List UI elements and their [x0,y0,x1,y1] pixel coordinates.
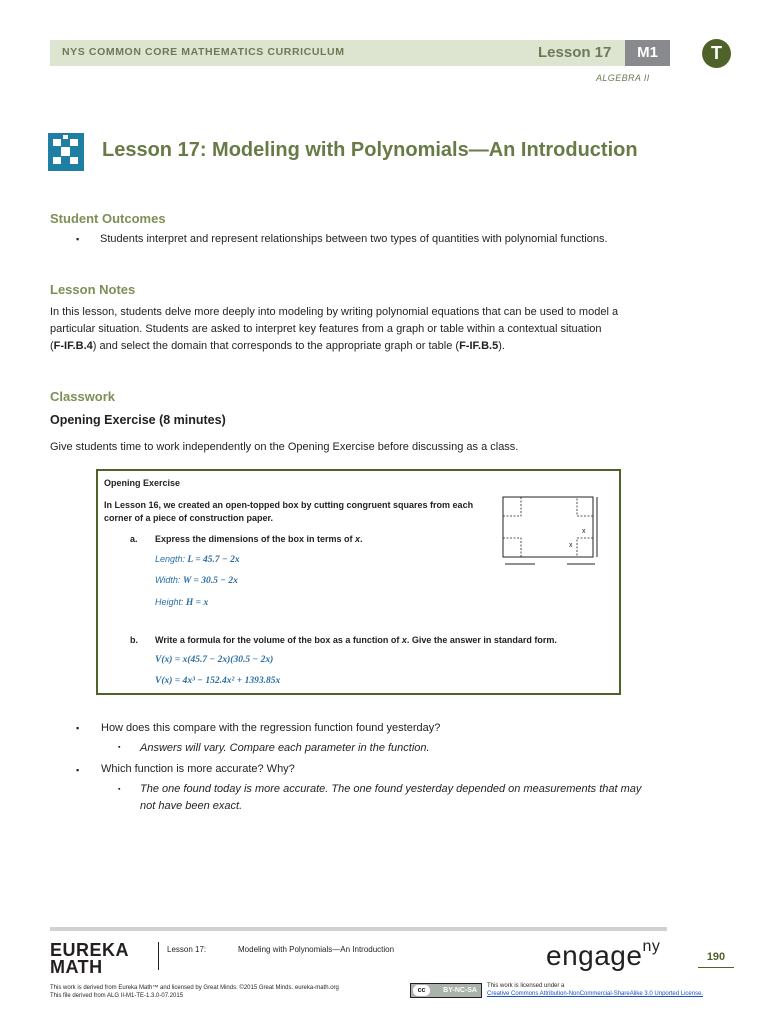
notes-line-2: particular situation. Students are asked to interpret key features from a graph or table within a contextual situation [50,323,602,335]
license-link[interactable]: Creative Commons Attribution-NonCommercial-ShareAlike 3.0 Unported License. [487,991,704,997]
license-text: This work is licensed under a [487,983,565,989]
volume-factored: V(x) = x(45.7 − 2x)(30.5 − 2x) [155,655,274,665]
teacher-badge: T [702,39,731,68]
exercise-instruction: Give students time to work independently on the Opening Exercise before discussing as a class. [50,441,519,453]
cc-license-badge: cc BY-NC-SA [410,983,482,998]
diagram-x-label: x [569,542,573,549]
volume-standard: V(x) = 4x³ − 152.4x² + 1393.85x [155,676,281,686]
notes-line-1: In this lesson, students delve more deeply into modeling by writing polynomial equations that can be used to model a [50,306,619,318]
part-a-letter: a. [130,534,138,544]
length-answer: Length: L = 45.7 − 2x [155,554,240,565]
box-diagram [495,492,605,572]
footer-derived-1: This work is derived from Eureka Math™ and licensed by Great Minds. ©2015 Great Minds. eureka-math.org [50,985,339,991]
curriculum-label: NYS COMMON CORE MATHEMATICS CURRICULUM [62,46,345,58]
bullet-icon: ▪ [76,765,80,775]
exercise-label: Opening Exercise [104,478,181,488]
discussion-answer-2-line-2: not have been exact. [140,800,243,812]
lesson-label: Lesson 17 [538,44,612,61]
footer-lesson-title: Modeling with Polynomials—An Introduction [238,945,395,954]
course-label: ALGEBRA II [596,73,650,83]
footer-divider [158,942,159,970]
discussion-question-1: How does this compare with the regression function found yesterday? [101,722,441,734]
discussion-answer-2-line-1: The one found today is more accurate. The one found yesterday depended on measurements that may [140,783,642,795]
module-badge: M1 [625,40,670,66]
page-number: 190 [698,951,734,968]
width-answer: Width: W = 30.5 − 2x [155,575,238,586]
footer-bar [50,927,667,931]
exercise-heading: Opening Exercise (8 minutes) [50,413,226,427]
sub-bullet-icon: ▪ [118,786,121,793]
footer-derived-2: This file derived from ALG II-M1-TE-1.3.0-07.2015 [50,993,184,999]
discussion-answer-1: Answers will vary. Compare each parameter in the function. [140,742,430,754]
outcome-item: Students interpret and represent relationships between two types of quantities with polynomial functions. [100,233,608,245]
notes-line-3: (F-IF.B.4) and select the domain that corresponds to the appropriate graph or table (F-IF.B.5). [50,340,505,352]
height-answer: Height: H = x [155,597,209,608]
lesson-icon [48,133,84,171]
standard-ref-1: F-IF.B.4 [53,340,93,352]
classwork-heading: Classwork [50,389,116,404]
sub-bullet-icon: ▪ [118,744,121,751]
footer-lesson: Lesson 17: [167,945,207,954]
notes-heading: Lesson Notes [50,282,136,297]
cc-icon: cc [413,985,430,996]
engageny-logo: engage$^{ny}$ [546,937,661,971]
discussion-question-2: Which function is more accurate? Why? [101,763,295,775]
standard-ref-2: F-IF.B.5 [459,340,499,352]
exercise-intro-1: In Lesson 16, we created an open-topped box by cutting congruent squares from each [104,500,474,510]
exercise-intro-2: corner of a piece of construction paper. [104,513,274,523]
outcomes-heading: Student Outcomes [50,211,166,226]
part-b-prompt: Write a formula for the volume of the box as a function of x. Give the answer in standard form. [155,635,557,645]
eureka-math-logo: EUREKA MATH [50,940,130,977]
bullet-icon: ▪ [76,723,80,733]
diagram-x-label: x [582,528,586,535]
part-a-prompt: Express the dimensions of the box in terms of x. [155,534,363,544]
page-title: Lesson 17: Modeling with Polynomials—An Introduction [102,139,638,161]
bullet-icon: ▪ [76,234,80,244]
part-b-letter: b. [130,635,138,645]
